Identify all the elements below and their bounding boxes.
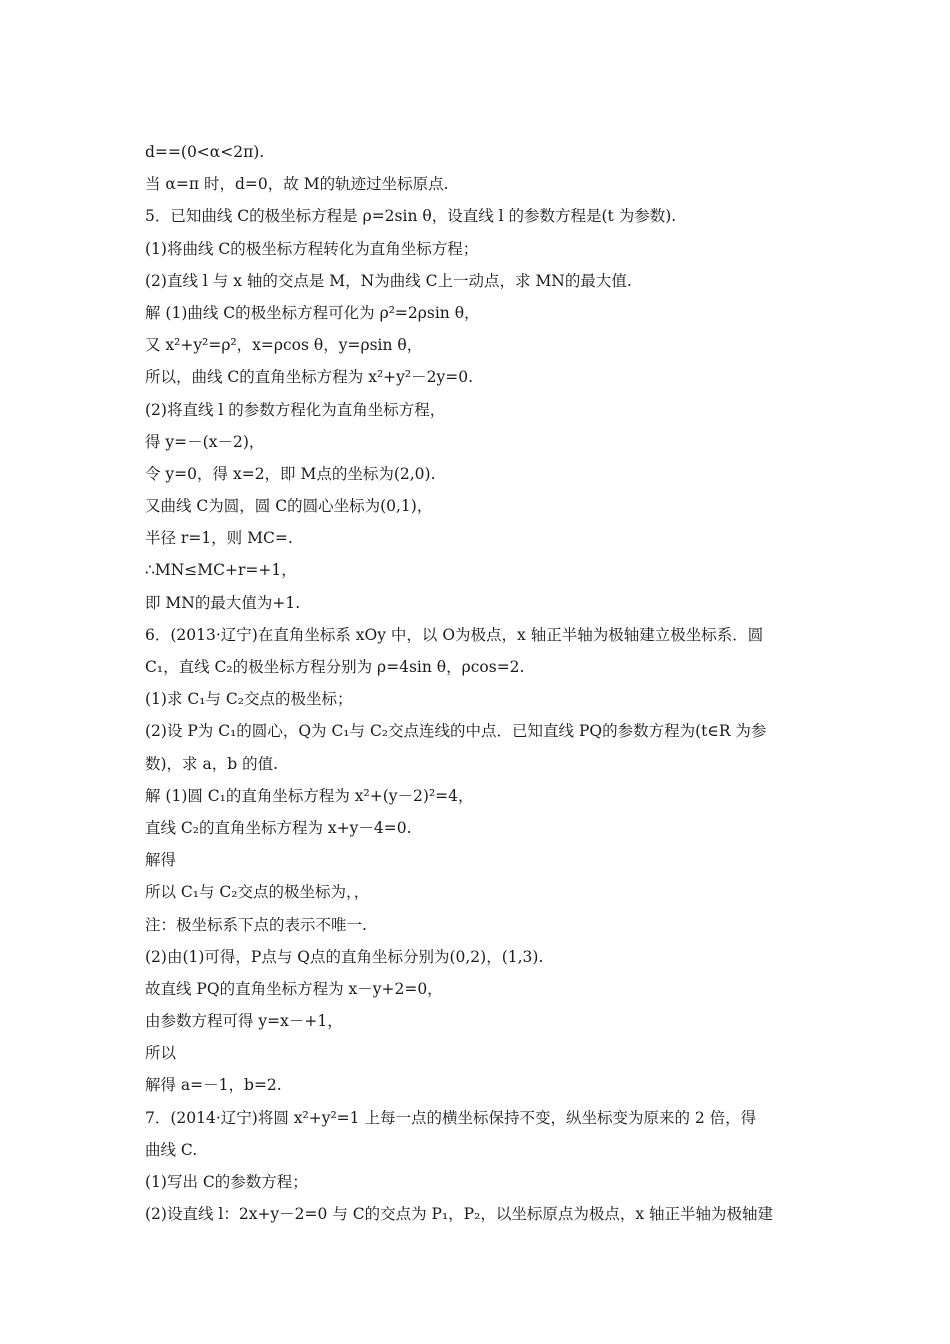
text-line: (2)设 P为 C₁的圆心，Q为 C₁与 C₂交点连线的中点．已知直线 PQ的参数方程为(t∈R 为参 [145,722,767,741]
text-line: 由参数方程可得 y=x－+1， [145,1012,343,1031]
solution-line: 解 (1)曲线 C的极坐标方程可化为 ρ²=2ρsin θ， [145,303,480,322]
solution-line: 解 (1)圆 C₁的直角坐标方程为 x²+(y－2)²=4， [145,786,474,805]
text-line: 即 MN的最大值为+1. [145,593,301,612]
text-line: 所以，曲线 C的直角坐标方程为 x²+y²－2y=0. [145,368,474,387]
text-line: 又曲线 C为圆，圆 C的圆心坐标为(0,1)， [145,497,433,516]
text-line: 直线 C₂的直角坐标方程为 x+y－4=0. [145,818,412,837]
text-line: (2)设直线 l：2x+y－2=0 与 C的交点为 P₁，P₂，以坐标原点为极点，x 轴正半轴为极轴建 [145,1205,773,1224]
problem-5-statement: 5．已知曲线 C的极坐标方程是 ρ=2sin θ，设直线 l 的参数方程是(t 为参数). [145,207,677,226]
text-line: ∴MN≤MC+r=+1， [145,561,297,580]
problem-6-statement: 6．(2013·辽宁)在直角坐标系 xOy 中，以 O为极点，x 轴正半轴为极轴建立极坐标系．圆 [145,625,764,644]
text-line: 曲线 C. [145,1140,198,1159]
text-line: (2)由(1)可得，P点与 Q点的直角坐标分别为(0,2)，(1,3). [145,947,544,966]
text-line: 故直线 PQ的直角坐标方程为 x－y+2=0， [145,979,443,998]
problem-7-statement: 7．(2014·辽宁)将圆 x²+y²=1 上每一点的横坐标保持不变，纵坐标变为原来的 2 倍，得 [145,1108,757,1127]
text-line: 令 y=0，得 x=2，即 M点的坐标为(2,0). [145,464,436,483]
text-line: 解得 [145,851,177,870]
text-line: 又 x²+y²=ρ²，x=ρcos θ，y=ρsin θ， [145,336,423,355]
text-line: 注：极坐标系下点的表示不唯一. [145,915,367,934]
document-body [145,136,817,1230]
text-line: 数)，求 a，b 的值. [145,754,278,773]
text-line: C₁，直线 C₂的极坐标方程分别为 ρ=4sin θ，ρcos=2. [145,658,525,676]
text-line: (1)求 C₁与 C₂交点的极坐标； [145,690,353,709]
text-line: 当 α=π 时，d=0，故 M的轨迹过坐标原点. [145,175,449,194]
text-line: (1)将曲线 C的极坐标方程转化为直角坐标方程； [145,239,479,258]
text-line: 得 y=－(x－2)， [145,432,265,451]
text-line: (1)写出 C的参数方程； [145,1173,308,1191]
text-line: (2)直线 l 与 x 轴的交点是 M，N为曲线 C上一动点，求 MN的最大值. [145,271,632,290]
text-line: 所以 C₁与 C₂交点的极坐标为，， [145,883,370,902]
text-line: 解得 a=－1，b=2. [145,1076,282,1095]
text-line: 半径 r=1，则 MC=. [145,529,293,548]
text-line: d==(0<α<2π). [145,143,265,161]
text-line: (2)将直线 l 的参数方程化为直角坐标方程， [145,400,446,419]
text-line: 所以 [145,1044,177,1063]
